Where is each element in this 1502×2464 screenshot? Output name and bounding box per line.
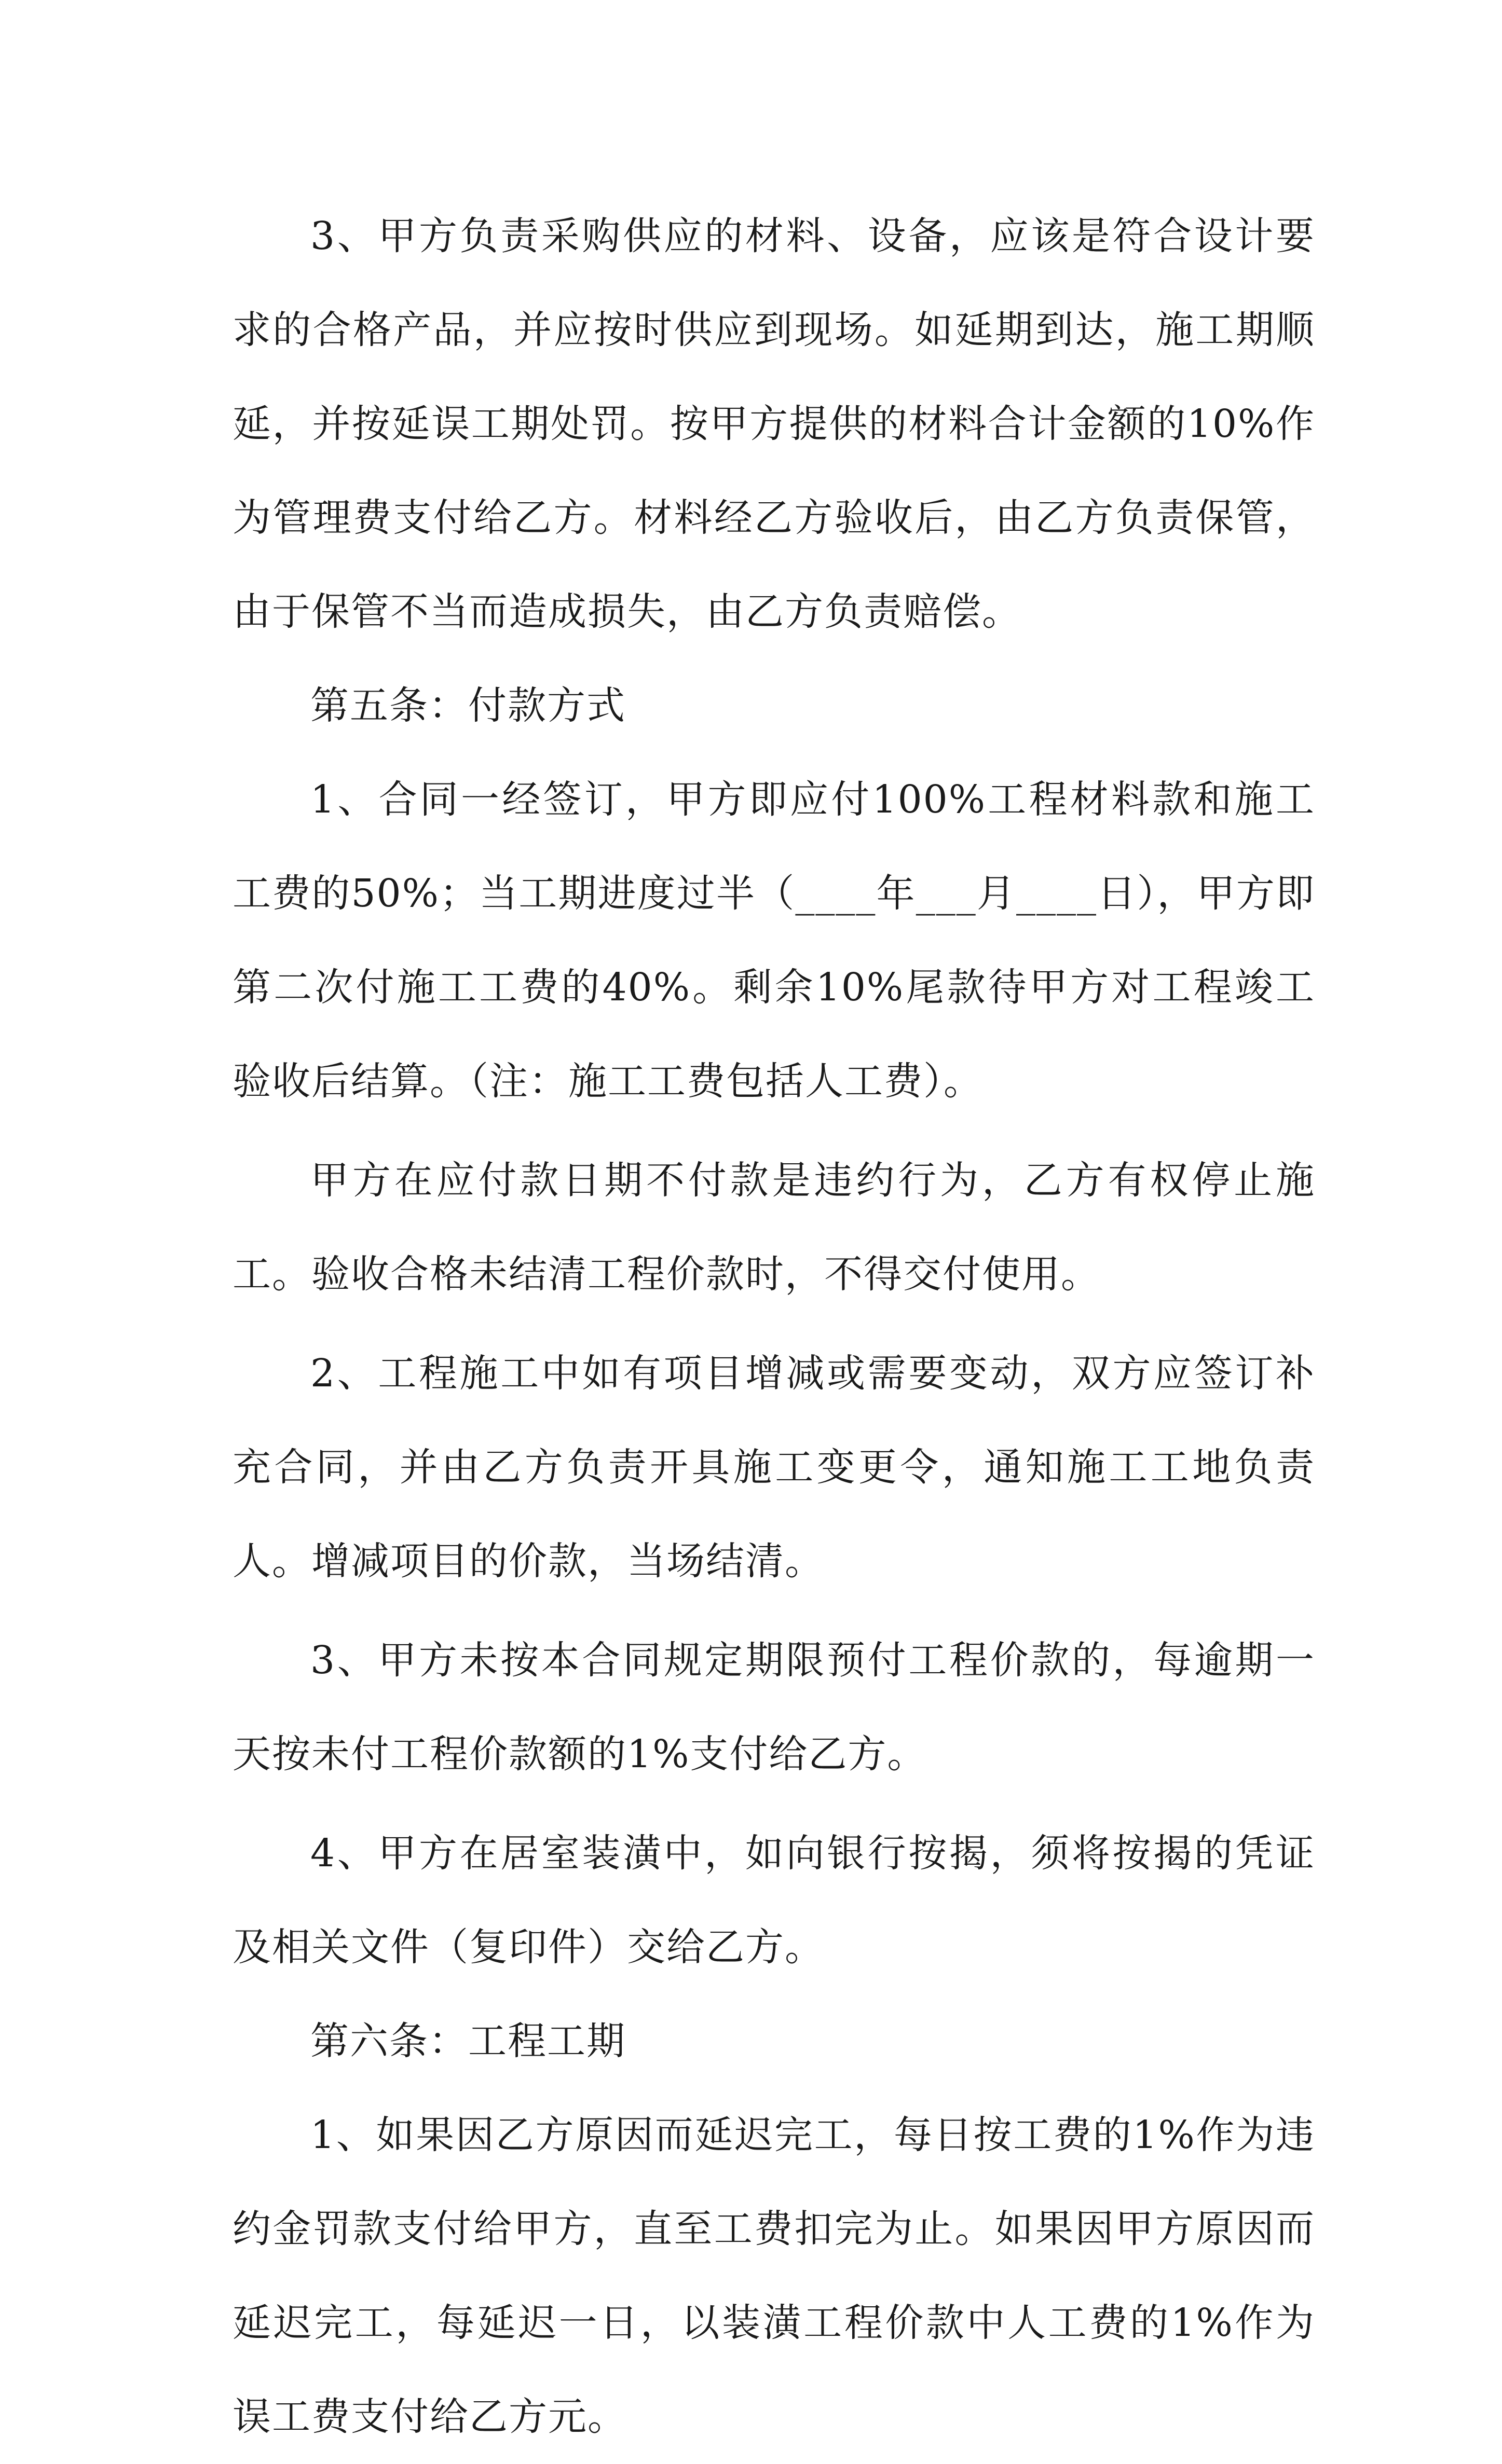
paragraph-spacer: [233, 1801, 1315, 1807]
paragraph-overdue-penalty: 3、甲方未按本合同规定期限预付工程价款的，每逾期一天按未付工程价款额的1%支付给乙方。: [233, 1638, 1315, 1777]
paragraph-material-supply: 3、甲方负责采购供应的材料、设备，应该是符合设计要求的合格产品，并应按时供应到现场。如延期到达，施工期顺延，并按延误工期处罚。按甲方提供的材料合计金额的10%作为管理费支付给乙方。材料经乙方验收后，由乙方负责保管，由于保管不当而造成损失，由乙方负责赔偿。: [233, 214, 1315, 634]
paragraph-mortgage-documents: 4、甲方在居室装潢中，如向银行按揭，须将按揭的凭证及相关文件（复印件）交给乙方。: [233, 1831, 1315, 1970]
paragraph-spacer: [233, 1128, 1315, 1134]
paragraph-spacer: [233, 1322, 1315, 1327]
paragraph-change-orders: 2、工程施工中如有项目增减或需要变动，双方应签订补充合同，并由乙方负责开具施工变更令，通知施工工地负责人。增减项目的价款，当场结清。: [233, 1351, 1315, 1584]
heading-article-5-payment: 第五条：付款方式: [310, 683, 626, 728]
paragraph-delay-penalty: 1、如果因乙方原因而延迟完工，每日按工费的1%作为违约金罚款支付给甲方，直至工费扣完为止。如果因甲方原因而延迟完工，每延迟一日，以装潢工程价款中人工费的1%作为误工费支付给乙方元。: [233, 2113, 1315, 2439]
heading-article-6-schedule: 第六条：工程工期: [310, 2019, 626, 2063]
paragraph-payment-schedule: 1、合同一经签订，甲方即应付100%工程材料款和施工工费的50%；当工期进度过半（____年___月____日），甲方即第二次付施工工费的40%。剩余10%尾款待甲方对工程竣工验收后结算。（注：施工工费包括人工费）。: [233, 777, 1315, 1104]
paragraph-late-payment-breach: 甲方在应付款日期不付款是违约行为，乙方有权停止施工。验收合格未结清工程价款时，不得交付使用。: [233, 1158, 1315, 1297]
paragraph-spacer: [233, 1608, 1315, 1614]
document-body: [233, 189, 1315, 2464]
